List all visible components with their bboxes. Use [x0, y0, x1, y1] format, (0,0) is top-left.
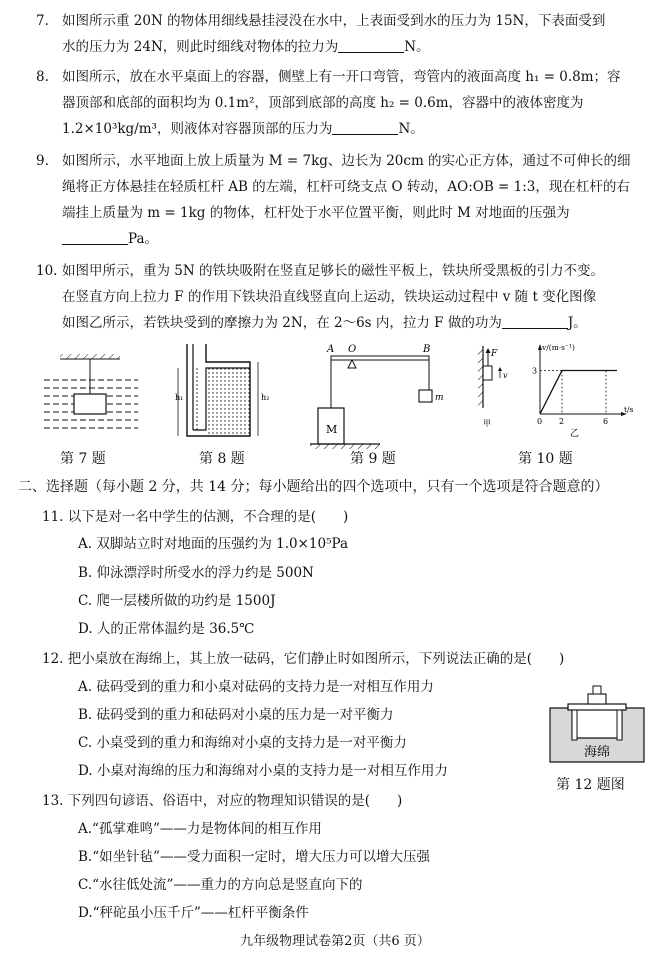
- unit-text: N。: [398, 121, 424, 137]
- fig-yi-label: 乙: [570, 429, 580, 439]
- question-text: 端挂上质量为 m = 1kg 的物体，杠杆处于水平位置平衡，则此时 M 对地面的压强为: [62, 205, 570, 221]
- caption-fig-10: 第 10 题: [518, 451, 573, 467]
- caption-fig-7: 第 7 题: [60, 451, 106, 467]
- table-leg-left: [572, 710, 577, 740]
- point-A-label: A: [327, 344, 335, 355]
- q12-option-a[interactable]: A. 砝码受到的重力和小桌对砝码的支持力是一对相互作用力: [78, 679, 434, 695]
- question-number: 7.: [36, 13, 49, 29]
- force-F-label: F: [491, 349, 498, 359]
- answer-blank[interactable]: [338, 38, 404, 53]
- mass-m-label: m: [435, 393, 444, 403]
- question-text: 如图所示，水平地面上放上质量为 M = 7kg、边长为 20cm 的实心正方体，通过不可伸长的细: [62, 153, 631, 169]
- ceiling: [60, 354, 120, 359]
- tick-t-6: 6: [603, 417, 609, 426]
- caption-fig-8: 第 8 题: [199, 451, 245, 467]
- question-text: 如图所示，放在水平桌面上的容器，侧壁上有一开口弯管，弯管内的液面高度 h₁ = 0.8m；容: [62, 69, 621, 85]
- page-footer: 九年级物理试卷第2页（共6 页）: [240, 934, 430, 949]
- answer-blank[interactable]: [62, 230, 128, 245]
- q12-option-c[interactable]: C. 小桌受到的重力和海绵对小桌的支持力是一对平衡力: [78, 735, 407, 751]
- tick-t-2: 2: [559, 417, 565, 426]
- mass-m: [419, 390, 432, 402]
- figures-row: [0, 340, 670, 450]
- fig-jia-label: 甲: [483, 419, 491, 428]
- unit-text: N。: [404, 39, 430, 55]
- point-B-label: B: [423, 344, 431, 355]
- h2-label: h₂: [261, 393, 270, 402]
- q11-option-a[interactable]: A. 双脚站立时对地面的压强约为 1.0×10⁵Pa: [78, 536, 349, 552]
- lever-AB: [331, 356, 429, 360]
- figure-10-yi-chart: [532, 343, 634, 439]
- question-number: 8.: [36, 69, 49, 85]
- figure-7: [44, 354, 138, 428]
- question-text: 在竖直方向上拉力 F 的作用下铁块沿直线竖直向上运动，铁块运动过程中 v 随 t 变化图像: [62, 289, 597, 305]
- mass-M-label: M: [326, 423, 338, 436]
- question-text: 1.2×10³kg/m³，则液体对容器顶部的压力为: [62, 121, 333, 137]
- question-text: 器顶部和底部的面积均为 0.1m²，顶部到底部的高度 h₂ = 0.6m，容器中的液体密度为: [62, 95, 584, 111]
- q11-option-c[interactable]: C. 爬一层楼所做的功约是 1500J: [78, 593, 276, 609]
- tick-v-3: 3: [532, 366, 538, 376]
- tick-t-0: 0: [537, 417, 543, 426]
- iron-block: [483, 366, 492, 380]
- answer-blank[interactable]: [332, 120, 398, 135]
- unit-text: Pa。: [128, 231, 159, 247]
- question-text: 如图乙所示，若铁块受到的摩擦力为 2N，在 2～6s 内，拉力 F 做的功为: [62, 315, 502, 331]
- question-10: [36, 258, 656, 336]
- question-text: 水的压力为 24N，则此时细线对物体的拉力为: [62, 39, 339, 55]
- question-text: 绳将正方体悬挂在轻质杠杆 AB 的左端，杠杆可绕支点 O 转动，AO:OB = 1:3，现在杠杆的右: [62, 179, 630, 195]
- v-axis-label: v/(m·s⁻¹): [542, 343, 575, 352]
- q13-option-c[interactable]: C.“水往低处流”——重力的方向总是竖直向下的: [78, 877, 363, 893]
- question-7: [36, 8, 656, 60]
- caption-fig-9: 第 9 题: [350, 451, 396, 467]
- q13-option-b[interactable]: B.“如坐针毡”——受力面积一定时，增大压力可以增大压强: [78, 849, 431, 865]
- caption-fig-12: 第 12 题图: [556, 777, 625, 793]
- series-line-v-t: [540, 371, 617, 415]
- table-leg-right: [617, 710, 622, 740]
- q13-option-a[interactable]: A.“孤掌难鸣”——力是物体间的相互作用: [78, 821, 322, 837]
- answer-blank[interactable]: [502, 314, 568, 329]
- figure-8: [175, 344, 269, 436]
- question-number: 9.: [36, 153, 49, 169]
- h1-label: h₁: [175, 393, 184, 402]
- submerged-block: [74, 394, 106, 414]
- question-8: [36, 64, 656, 142]
- q12-option-d[interactable]: D. 小桌对海绵的压力和海绵对小桌的支持力是一对相互作用力: [78, 763, 448, 779]
- question-9: [36, 148, 656, 252]
- t-axis-label: t/s: [624, 405, 634, 414]
- figure-12: [548, 680, 648, 764]
- figure-10-jia: [478, 346, 508, 428]
- fulcrum: [348, 360, 356, 368]
- question-text: 如图所示重 20N 的物体用细线悬挂浸没在水中，上表面受到水的压力为 15N，下表面受到: [62, 13, 606, 29]
- sponge-label: 海绵: [583, 745, 611, 760]
- question-11-stem: 11. 以下是对一名中学生的估测，不合理的是( ): [42, 509, 349, 525]
- point-O-label: O: [348, 344, 357, 355]
- q13-option-d[interactable]: D.“秤砣虽小压千斤”——杠杆平衡条件: [78, 905, 309, 921]
- velocity-v-label: v: [503, 371, 508, 380]
- question-number: 10.: [36, 263, 58, 279]
- container-liquid: [206, 368, 250, 436]
- section-heading: 二、选择题（每小题 2 分，共 14 分；每小题给出的四个选项中，只有一个选项是符合题意的）: [18, 479, 609, 495]
- weight: [588, 694, 606, 704]
- q12-option-b[interactable]: B. 砝码受到的重力和砝码对小桌的压力是一对平衡力: [78, 707, 394, 723]
- q11-option-b[interactable]: B. 仰泳漂浮时所受水的浮力约是 500N: [78, 565, 314, 581]
- magnetic-board: [478, 346, 483, 408]
- question-12-stem: 12. 把小桌放在海绵上，其上放一砝码，它们静止时如图所示，下列说法正确的是( ): [42, 651, 565, 667]
- question-text: 如图甲所示，重为 5N 的铁块吸附在竖直足够长的磁性平板上，铁块所受黑板的引力不变。: [62, 263, 604, 279]
- question-13-stem: 13. 下列四句谚语、俗语中，对应的物理知识错误的是( ): [42, 793, 403, 809]
- q11-option-d[interactable]: D. 人的正常体温约是 36.5℃: [78, 621, 255, 637]
- unit-text: J。: [567, 315, 587, 331]
- figure-9: [310, 344, 444, 449]
- small-table-top: [568, 704, 626, 710]
